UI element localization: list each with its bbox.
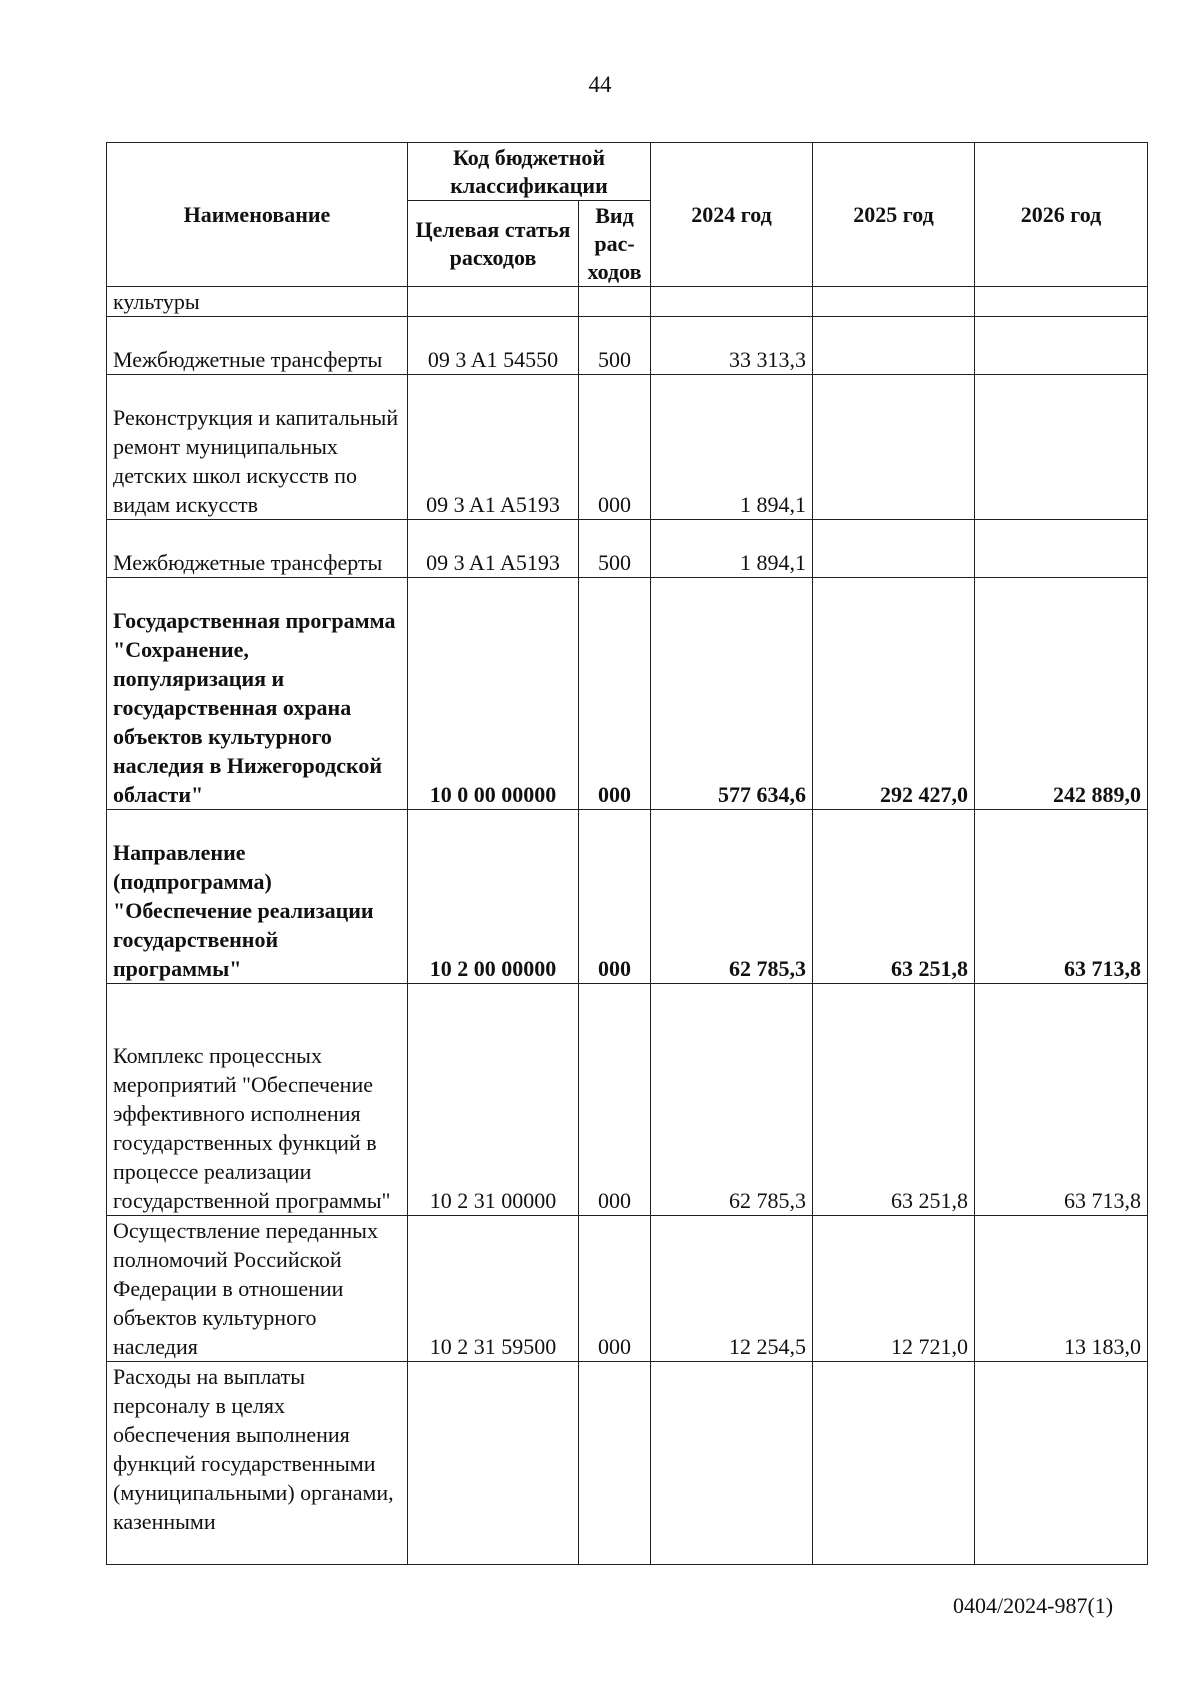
header-2026: 2026 год: [975, 143, 1148, 287]
row-2026-cell: 242 889,0: [975, 578, 1148, 810]
row-2026-cell: [975, 375, 1148, 520]
header-2025: 2025 год: [813, 143, 975, 287]
row-expense-type-cell: 000: [579, 984, 651, 1216]
row-2024-cell: [651, 1362, 813, 1565]
header-name: Наименование: [107, 143, 408, 287]
row-expense-type-cell: 000: [579, 375, 651, 520]
row-expense-type-cell: 000: [579, 810, 651, 984]
row-2024-cell: 577 634,6: [651, 578, 813, 810]
header-2024: 2024 год: [651, 143, 813, 287]
row-name-cell: Расходы на выплаты персоналу в целях обеспечения выполнения функций государственными (муниципальными) органами, казенными: [107, 1362, 408, 1565]
row-target-article-cell: 09 3 A1 A5193: [408, 375, 579, 520]
row-2024-cell: 33 313,3: [651, 317, 813, 375]
row-expense-type-cell: 000: [579, 1216, 651, 1362]
row-target-article-cell: 09 3 A1 A5193: [408, 520, 579, 578]
row-2026-cell: 63 713,8: [975, 810, 1148, 984]
table-row: [107, 375, 1148, 520]
row-2024-cell: [651, 287, 813, 317]
row-2025-cell: [813, 287, 975, 317]
row-expense-type-cell: 500: [579, 317, 651, 375]
header-target-article: Целевая статья расходов: [408, 201, 579, 287]
table-row: [107, 578, 1148, 810]
row-target-article-cell: 10 2 31 59500: [408, 1216, 579, 1362]
row-name-cell: Реконструкция и капитальный ремонт муниципальных детских школ искусств по видам искусств: [107, 375, 408, 520]
row-name-cell: Межбюджетные трансферты: [107, 520, 408, 578]
row-expense-type-cell: [579, 287, 651, 317]
row-name-cell: Государственная программа "Сохранение, популяризация и государственная охрана объектов культурного наследия в Нижегородской области": [107, 578, 408, 810]
row-2024-cell: 1 894,1: [651, 375, 813, 520]
row-2026-cell: [975, 520, 1148, 578]
row-2024-cell: 62 785,3: [651, 810, 813, 984]
document-code: 0404/2024-987(1): [953, 1593, 1114, 1618]
row-expense-type-cell: [579, 1362, 651, 1565]
row-2025-cell: [813, 317, 975, 375]
row-2025-cell: [813, 1362, 975, 1565]
row-2026-cell: [975, 317, 1148, 375]
row-target-article-cell: 10 0 00 00000: [408, 578, 579, 810]
table-row: [107, 984, 1148, 1216]
row-2025-cell: 12 721,0: [813, 1216, 975, 1362]
row-expense-type-cell: 500: [579, 520, 651, 578]
row-target-article-cell: [408, 1362, 579, 1565]
row-2024-cell: 12 254,5: [651, 1216, 813, 1362]
row-2025-cell: 292 427,0: [813, 578, 975, 810]
row-target-article-cell: 09 3 A1 54550: [408, 317, 579, 375]
row-target-article-cell: 10 2 31 00000: [408, 984, 579, 1216]
row-2026-cell: [975, 287, 1148, 317]
header-row-top: [107, 143, 1148, 201]
table-row: [107, 287, 1148, 317]
row-name-cell: Комплекс процессных мероприятий "Обеспечение эффективного исполнения государственных функций в процессе реализации государственной программы": [107, 984, 408, 1216]
row-target-article-cell: [408, 287, 579, 317]
row-2026-cell: 63 713,8: [975, 984, 1148, 1216]
row-2025-cell: 63 251,8: [813, 984, 975, 1216]
row-name-cell: культуры: [107, 287, 408, 317]
row-name-cell: Осуществление переданных полномочий Российской Федерации в отношении объектов культурного наследия: [107, 1216, 408, 1362]
header-budget-code: Код бюджетной классификации: [408, 143, 651, 201]
row-name-cell: Направление (подпрограмма) "Обеспечение реализации государственной программы": [107, 810, 408, 984]
row-2025-cell: [813, 375, 975, 520]
row-expense-type-cell: 000: [579, 578, 651, 810]
row-2026-cell: [975, 1362, 1148, 1565]
row-2024-cell: 1 894,1: [651, 520, 813, 578]
row-target-article-cell: 10 2 00 00000: [408, 810, 579, 984]
row-2025-cell: 63 251,8: [813, 810, 975, 984]
row-2025-cell: [813, 520, 975, 578]
table-row: [107, 1362, 1148, 1565]
table-row: [107, 520, 1148, 578]
table-row: [107, 317, 1148, 375]
row-2024-cell: 62 785,3: [651, 984, 813, 1216]
row-2026-cell: 13 183,0: [975, 1216, 1148, 1362]
budget-table: [106, 142, 1148, 1565]
row-name-cell: Межбюджетные трансферты: [107, 317, 408, 375]
header-expense-type: Вид рас-ходов: [579, 201, 651, 287]
table-row: [107, 1216, 1148, 1362]
table-row: [107, 810, 1148, 984]
page-number: 44: [588, 72, 612, 97]
